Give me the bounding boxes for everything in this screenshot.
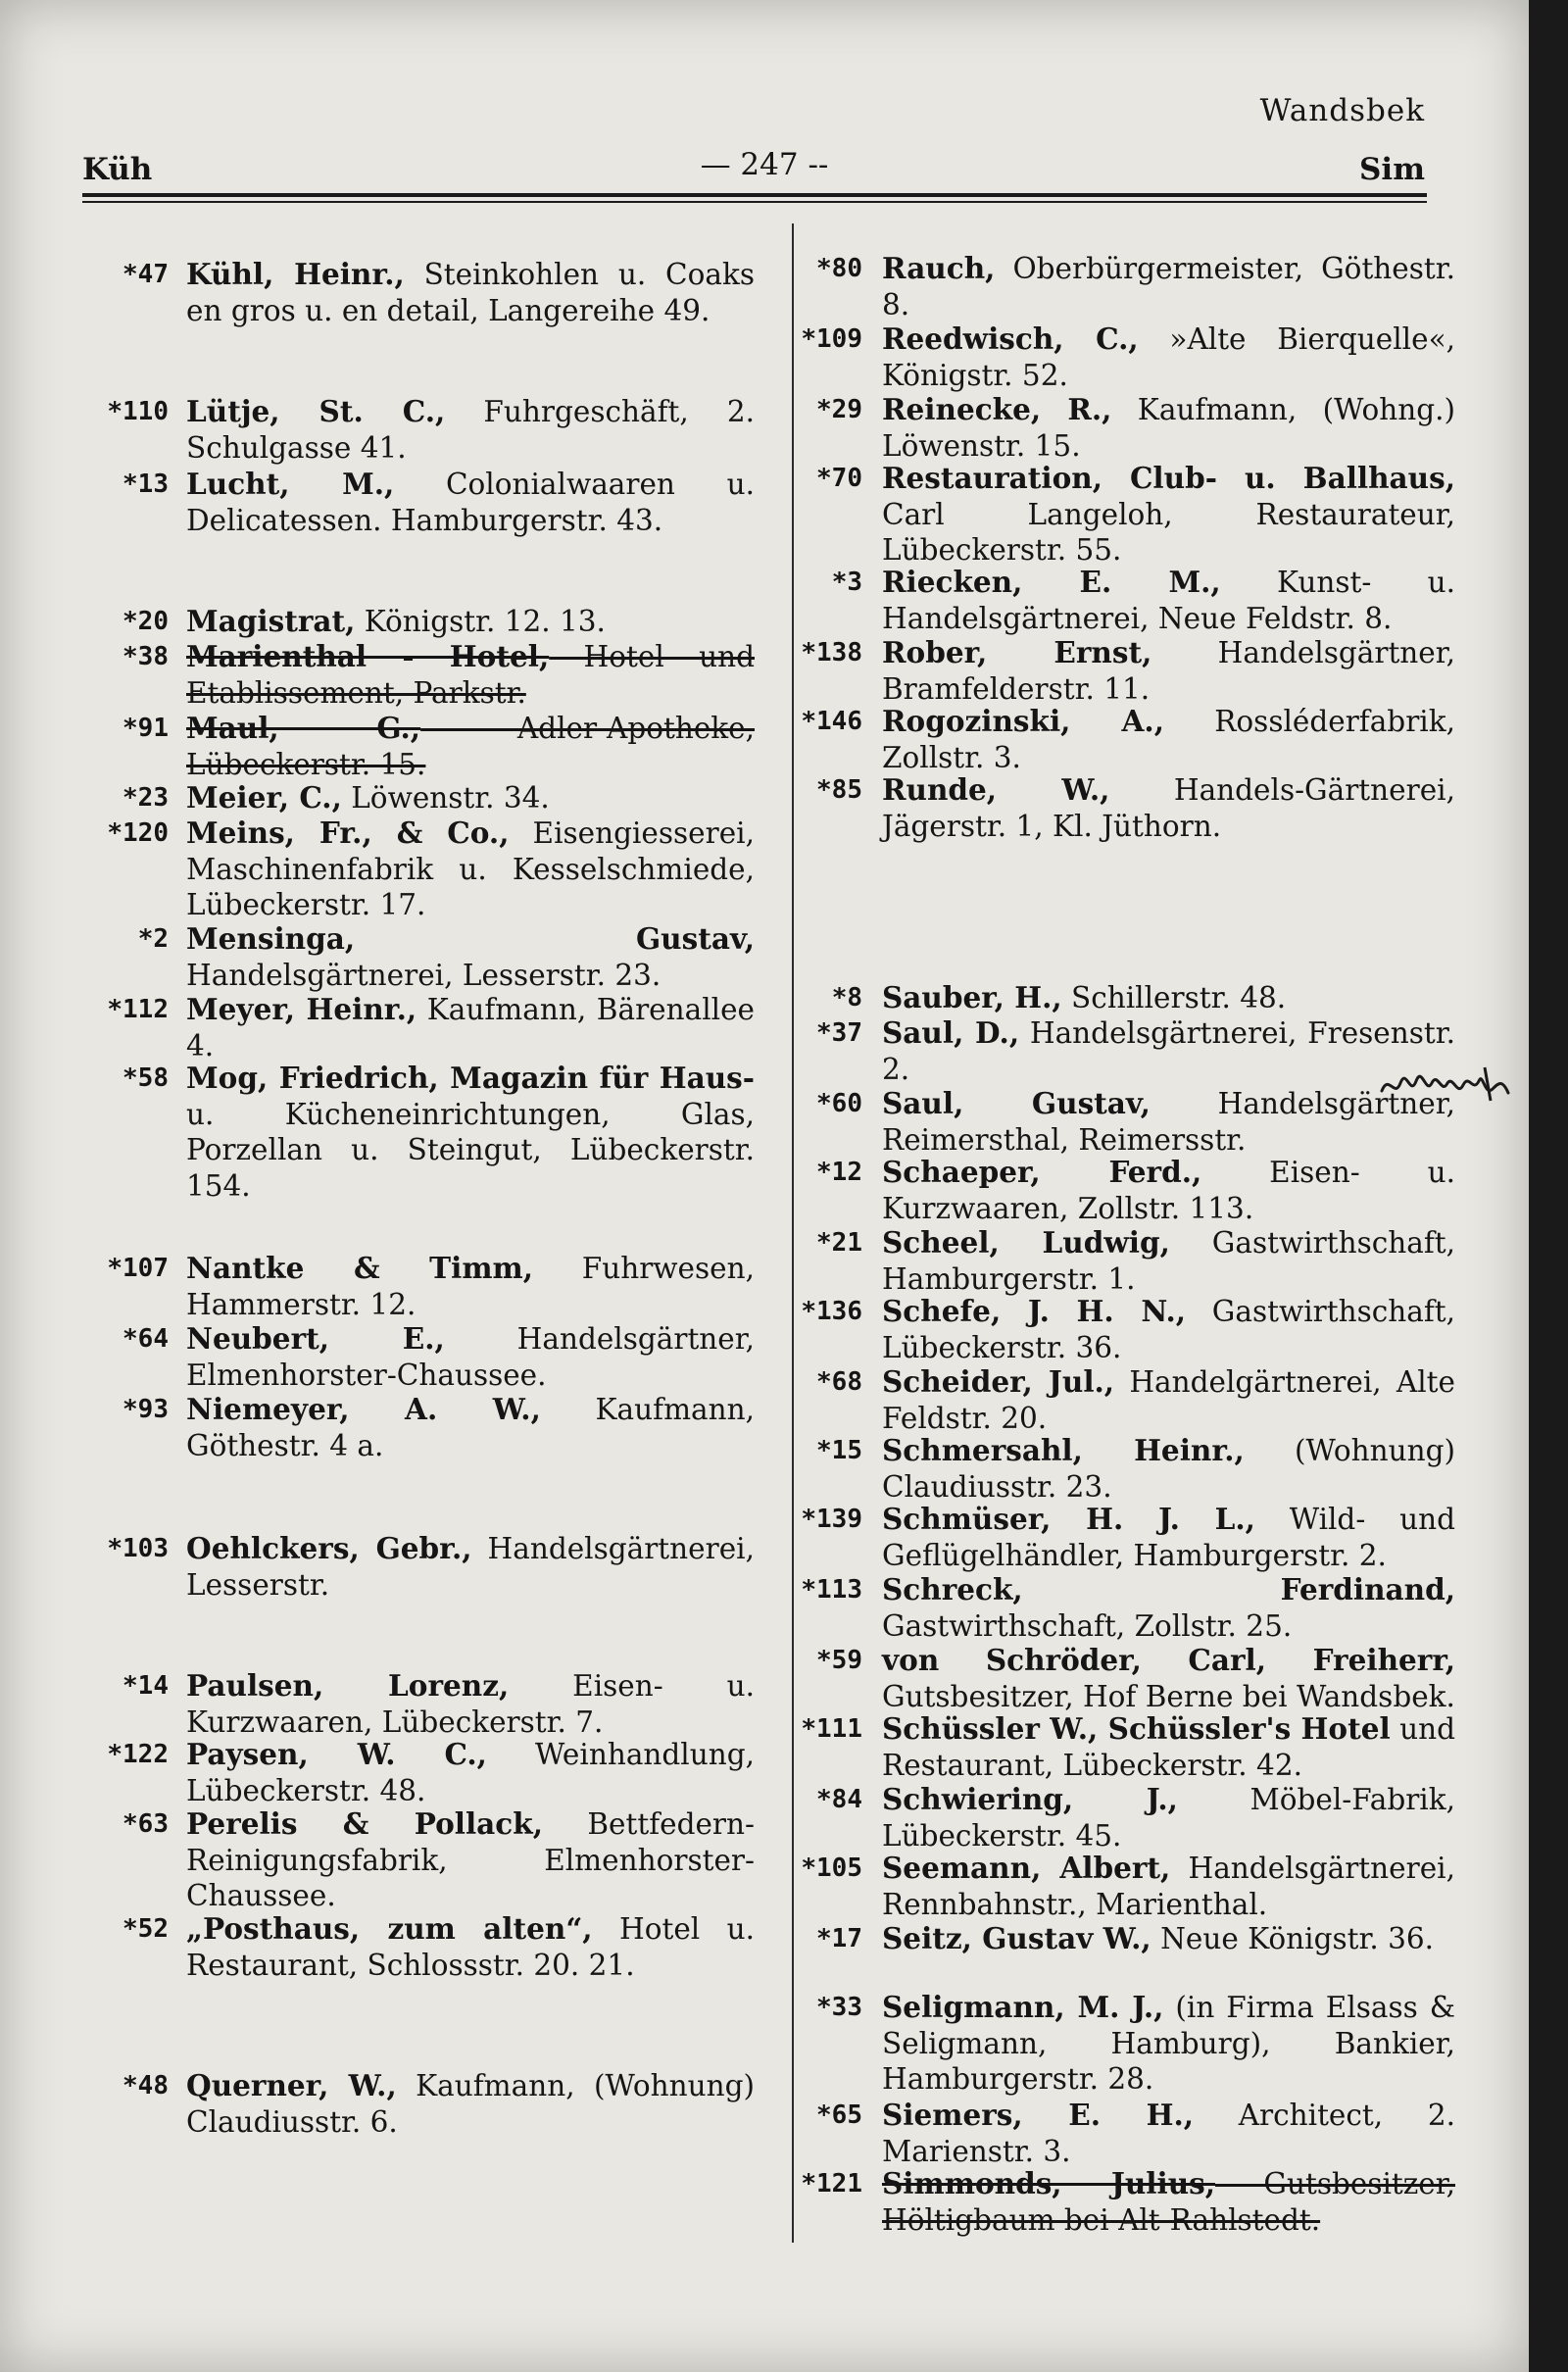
entry-text	[882, 2098, 1455, 2169]
running-head-right: Sim	[1359, 152, 1425, 187]
entry-details: Carl Langeloh, Restaurateur, Lübeckerstr. 55.	[882, 497, 1455, 567]
entry-details: Kaufmann, (Wohng.) Löwenstr. 15.	[882, 393, 1455, 463]
entry-name: Lütje, St. C.,	[186, 394, 446, 428]
entry-number: *70	[816, 464, 862, 493]
entry-text	[882, 1502, 1455, 1573]
entry-name: Marienthal - Hotel,	[186, 639, 550, 673]
entry-text	[186, 1737, 755, 1808]
entry-text	[186, 815, 755, 923]
entry-name: Paysen, W. C.,	[186, 1737, 487, 1771]
entry-text	[186, 639, 755, 711]
entry-text	[882, 635, 1455, 707]
entry-name: Meins, Fr., & Co.,	[186, 815, 510, 850]
entry-details: Eisen- u. Kurzwaaren, Lübeckerstr. 7.	[186, 1669, 755, 1739]
entry-details: Wild- und Geflügelhändler, Hamburgerstr. 2.	[882, 1503, 1455, 1572]
entry-name: Querner, W.,	[186, 2068, 397, 2102]
entry-number: *33	[816, 1993, 862, 2022]
entry-name: Schmersahl, Heinr.,	[882, 1433, 1245, 1467]
entry-text	[186, 467, 755, 538]
entry-text	[882, 980, 1455, 1016]
entry-number: *52	[122, 1914, 169, 1944]
entry-details: Möbel-Fabrik, Lübeckerstr. 45.	[882, 1783, 1455, 1853]
entry-text	[882, 251, 1455, 322]
entry-text	[186, 1911, 755, 1983]
handwritten-annotation	[1377, 1054, 1514, 1112]
entry-text	[882, 1990, 1455, 2098]
entry-number: *17	[816, 1924, 862, 1953]
entry-name: Scheel, Ludwig,	[882, 1225, 1170, 1260]
entry-name: Meyer, Heinr.,	[186, 992, 417, 1026]
entry-name: Oehlckers, Gebr.,	[186, 1531, 472, 1565]
entry-details: Weinhandlung, Lübeckerstr. 48.	[186, 1738, 755, 1807]
entry-name: Seligmann, M. J.,	[882, 1990, 1164, 2024]
entry-text	[882, 1782, 1455, 1853]
entry-number: *109	[801, 324, 862, 354]
entry-name: Maul, G.,	[186, 711, 421, 745]
entry-number: *47	[122, 260, 169, 289]
entry-number: *20	[122, 607, 169, 636]
entry-details: Kaufmann, (Wohnung) Claudiusstr. 6.	[186, 2069, 755, 2139]
entry-number: *8	[831, 983, 862, 1013]
entry-text	[186, 257, 755, 328]
entry-details: (in Firma Elsass & Seligmann, Hamburg), Bankier, Hamburgerstr. 28.	[882, 1991, 1455, 2096]
entry-number: *48	[122, 2071, 169, 2100]
entry-text	[882, 2166, 1455, 2238]
entry-number: *3	[831, 568, 862, 597]
entry-text	[882, 565, 1455, 636]
entry-name: Saul, D.,	[882, 1015, 1020, 1050]
entry-name: Sauber, H.,	[882, 980, 1062, 1014]
entry-name: Mog, Friedrich, Magazin für Haus-	[186, 1061, 755, 1095]
entry-text	[186, 1392, 755, 1463]
entry-details: Handels-Gärtnerei, Jägerstr. 1, Kl. Jüthorn.	[882, 773, 1455, 843]
entry-number: *122	[107, 1740, 169, 1769]
entry-details: und Restaurant, Lübeckerstr. 42.	[882, 1712, 1455, 1782]
entry-text	[882, 461, 1455, 568]
entry-number: *120	[107, 818, 169, 848]
entry-number: *111	[801, 1714, 862, 1744]
entry-details: Fuhrgeschäft, 2. Schulgasse 41.	[186, 395, 755, 465]
entry-name: Riecken, E. M.,	[882, 565, 1221, 599]
entry-number: *65	[816, 2100, 862, 2130]
entry-details: Architect, 2. Marienstr. 3.	[882, 2099, 1455, 2168]
entry-number: *14	[122, 1671, 169, 1701]
entry-details: Eisen- u. Kurzwaaren, Zollstr. 113.	[882, 1156, 1455, 1225]
entry-details: Hotel u. Restaurant, Schlossstr. 20. 21.	[186, 1912, 755, 1982]
entry-text	[186, 1061, 755, 1204]
entry-name: Mensinga, Gustav,	[186, 921, 755, 956]
entry-name: Reedwisch, C.,	[882, 321, 1139, 356]
entry-text	[186, 394, 755, 466]
entry-details: Kaufmann, Göthestr. 4 a.	[186, 1393, 756, 1462]
entry-text	[882, 772, 1455, 844]
entry-number: *112	[107, 995, 169, 1024]
entry-number: *121	[801, 2169, 862, 2199]
entry-number: *107	[107, 1254, 169, 1283]
entry-number: *84	[816, 1785, 862, 1814]
entry-text	[882, 1086, 1455, 1158]
entry-number: *113	[801, 1575, 862, 1605]
entry-details: Colonialwaaren u. Delicatessen. Hamburgerstr. 43.	[186, 468, 755, 537]
entry-name: Reinecke, R.,	[882, 392, 1112, 426]
entry-number: *136	[801, 1297, 862, 1326]
entry-number: *91	[122, 714, 169, 743]
entry-name: Rober, Ernst,	[882, 635, 1152, 669]
entry-name: Schüssler W., Schüssler's Hotel	[882, 1711, 1391, 1746]
entry-text	[186, 992, 755, 1063]
entry-number: *23	[122, 783, 169, 813]
entry-name: Lucht, M.,	[186, 467, 395, 501]
entry-name: Scheider, Jul.,	[882, 1364, 1115, 1399]
entry-name: Nantke & Timm,	[186, 1251, 534, 1285]
entry-name: von Schröder, Carl, Freiherr,	[882, 1643, 1455, 1677]
entry-number: *63	[122, 1809, 169, 1839]
header-rule	[82, 193, 1427, 197]
entry-text	[882, 1711, 1455, 1783]
entry-text	[882, 1364, 1455, 1436]
entry-details: Gastwirthschaft, Lübeckerstr. 36.	[882, 1295, 1455, 1364]
entry-number: *105	[801, 1853, 862, 1883]
entry-details: Fuhrwesen, Hammerstr. 12.	[186, 1252, 755, 1321]
entry-name: Schreck, Ferdinand,	[882, 1572, 1455, 1606]
entry-name: Restauration, Club- u. Ballhaus,	[882, 461, 1455, 495]
entry-details: Handelsgärtner, Reimersthal, Reimersstr.	[882, 1087, 1455, 1157]
page-number: — 247 --	[700, 147, 829, 182]
entry-text	[186, 921, 755, 993]
entry-text	[186, 780, 755, 816]
entry-details: Steinkohlen u. Coaks en gros u. en detail, Langereihe 49.	[186, 258, 755, 327]
entry-details: Oberbürgermeister, Göthestr. 8.	[882, 252, 1455, 321]
entry-details: Kunst- u. Handelsgärtnerei, Neue Feldstr. 8.	[882, 566, 1456, 635]
entry-text	[186, 604, 755, 640]
entry-text	[882, 704, 1455, 775]
entry-name: Schefe, J. H. N.,	[882, 1294, 1186, 1328]
entry-details: Gutsbesitzer, Hof Berne bei Wandsbek.	[882, 1679, 1455, 1713]
entry-number: *60	[816, 1089, 862, 1118]
entry-details: Kaufmann, Bärenallee 4.	[186, 993, 755, 1062]
entry-details: Königstr. 12. 13.	[355, 605, 606, 638]
entry-number: *68	[816, 1367, 862, 1397]
entry-text	[186, 1806, 755, 1914]
entry-details: Gastwirthschaft, Hamburgerstr. 1.	[882, 1226, 1455, 1296]
entry-details: Eisengiesserei, Maschinenfabrik u. Kesselschmiede, Lübeckerstr. 17.	[186, 816, 755, 921]
entry-name: Neubert, E.,	[186, 1321, 445, 1356]
entry-text	[882, 392, 1455, 464]
entry-name: Schmüser, H. J. L.,	[882, 1502, 1255, 1536]
entry-name: Rauch,	[882, 251, 996, 285]
entry-details: Handelgärtnerei, Alte Feldstr. 20.	[882, 1365, 1455, 1435]
entry-text	[882, 321, 1455, 393]
entry-name: Rogozinski, A.,	[882, 704, 1164, 738]
entry-number: *13	[122, 469, 169, 499]
entry-number: *29	[816, 395, 862, 424]
running-head-place: Wandsbek	[1259, 93, 1425, 128]
entry-text	[186, 2068, 755, 2140]
entry-details: Neue Königstr. 36.	[1151, 1922, 1435, 1955]
entry-name: Perelis & Pollack,	[186, 1806, 543, 1841]
entry-number: *37	[816, 1018, 862, 1048]
entry-name: Schwiering, J.,	[882, 1782, 1178, 1816]
entry-name: Magistrat,	[186, 604, 356, 638]
entry-number: *93	[122, 1395, 169, 1424]
entry-details: Hotel und Etablissement, Parkstr.	[186, 640, 755, 710]
entry-text	[186, 1321, 755, 1393]
entry-details: Handelsgärtner, Elmenhorster-Chaussee.	[186, 1322, 756, 1392]
running-head-left: Küh	[82, 152, 153, 187]
entry-name: Runde, W.,	[882, 772, 1110, 807]
entry-text	[186, 1668, 755, 1740]
entry-number: *103	[107, 1534, 169, 1563]
entry-number: *15	[816, 1436, 862, 1465]
entry-details: Gastwirthschaft, Zollstr. 25.	[882, 1608, 1293, 1643]
entry-text	[882, 1572, 1455, 1644]
entry-text	[882, 1225, 1455, 1297]
entry-name: Schaeper, Ferd.,	[882, 1155, 1202, 1189]
entry-text	[186, 1251, 755, 1322]
entry-number: *110	[107, 397, 169, 426]
entry-number: *146	[801, 707, 862, 736]
entry-text	[882, 1643, 1455, 1714]
entry-details: Löwenstr. 34.	[341, 781, 550, 815]
entry-details: Gutsbesitzer, Höltigbaum bei Alt-Rahlstedt.	[882, 2167, 1455, 2237]
entry-details: »Alte Bierquelle«, Königstr. 52.	[882, 322, 1455, 392]
entry-details: (Wohnung) Claudiusstr. 23.	[882, 1434, 1455, 1504]
entry-number: *12	[816, 1158, 862, 1187]
entry-details: Handelsgärtner, Bramfelderstr. 11.	[882, 636, 1455, 706]
entry-details: Handelsgärtnerei, Lesserstr.	[186, 1532, 755, 1602]
entry-name: Paulsen, Lorenz,	[186, 1668, 510, 1703]
entry-text	[882, 1851, 1455, 1922]
entry-name: Siemers, E. H.,	[882, 2098, 1195, 2132]
entry-number: *138	[801, 638, 862, 667]
entry-details: Bettfedern-Reinigungsfabrik, Elmenhorster-Chaussee.	[186, 1807, 755, 1912]
entry-details: Handelsgärtnerei, Lesserstr. 23.	[186, 958, 662, 992]
entry-name: Meier, C.,	[186, 780, 342, 815]
entry-name: Seitz, Gustav W.,	[882, 1921, 1152, 1955]
entry-details: u. Kücheneinrichtungen, Glas, Porzellan u. Steingut, Lübeckerstr. 154.	[186, 1097, 755, 1203]
entry-name: Niemeyer, A. W.,	[186, 1392, 541, 1426]
entry-name: Simmonds, Julius,	[882, 2166, 1216, 2200]
entry-number: *64	[122, 1324, 169, 1354]
entry-text	[882, 1155, 1455, 1226]
entry-details: Adler-Apotheke, Lübeckerstr. 15.	[186, 712, 755, 781]
entry-number: *80	[816, 254, 862, 283]
entry-name: Seemann, Albert,	[882, 1851, 1171, 1885]
entry-number: *85	[816, 775, 862, 805]
entry-number: *59	[816, 1646, 862, 1675]
entry-number: *58	[122, 1063, 169, 1093]
entry-number: *21	[816, 1228, 862, 1258]
header-rule-thin	[82, 201, 1427, 203]
entry-text	[882, 1433, 1455, 1505]
entry-text	[882, 1015, 1455, 1087]
entry-number: *139	[801, 1505, 862, 1534]
entry-name: Saul, Gustav,	[882, 1086, 1151, 1120]
entry-text	[186, 711, 755, 782]
entry-details: Rossléderfabrik, Zollstr. 3.	[882, 705, 1455, 774]
entry-text	[186, 1531, 755, 1603]
entry-details: Handelsgärtnerei, Rennbahnstr., Marienthal.	[882, 1852, 1455, 1921]
entry-text	[882, 1294, 1455, 1365]
entry-text	[882, 1921, 1455, 1957]
entry-number: *2	[137, 924, 169, 954]
entry-name: Kühl, Heinr.,	[186, 257, 405, 291]
entry-name: „Posthaus, zum alten“,	[186, 1911, 593, 1946]
entry-details: Schillerstr. 48.	[1061, 981, 1287, 1014]
entry-number: *38	[122, 642, 169, 671]
entry-details: Handelsgärtnerei, Fresenstr. 2.	[882, 1016, 1455, 1086]
